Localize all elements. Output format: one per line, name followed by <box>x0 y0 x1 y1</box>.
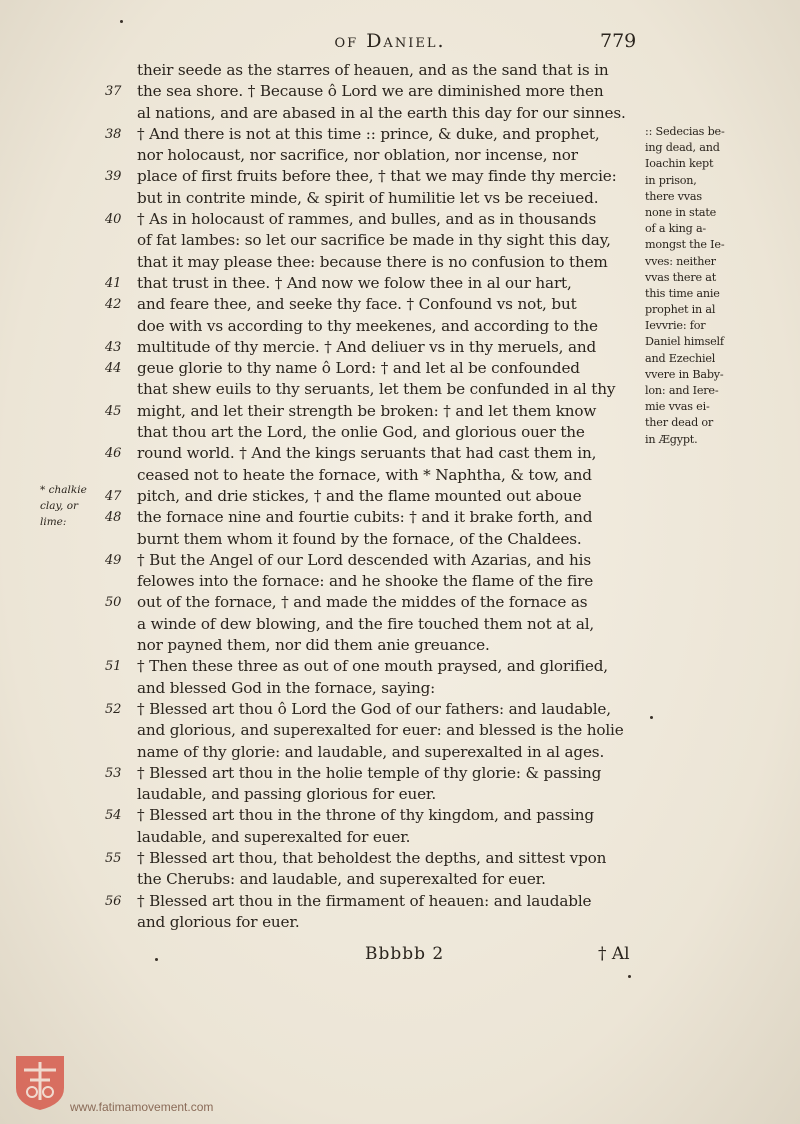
margin-note-line: :: Sedecias be- <box>645 125 725 138</box>
speck <box>155 958 158 961</box>
watermark-url: www.fatimamovement.com <box>70 1100 214 1114</box>
text-line <box>105 316 645 337</box>
line-text: † Blessed art thou ô Lord the God of our fathers: and laudable, <box>137 699 611 718</box>
line-text: nor payned them, nor did them anie greuance. <box>137 636 490 655</box>
margin-note-line: vvas there at <box>645 270 717 284</box>
line-text: that shew euils to thy seruants, let them be confunded in al thy <box>137 380 616 399</box>
line-text: † But the Angel of our Lord descended with Azarias, and his <box>137 550 592 569</box>
verse-number: 39 <box>105 169 122 185</box>
verse-number: 37 <box>105 84 122 100</box>
text-line <box>105 742 645 763</box>
line-text: the fornace nine and fourtie cubits: † and it brake forth, and <box>137 508 593 527</box>
text-line <box>105 103 645 124</box>
verse-number: 44 <box>105 361 122 377</box>
verse-number: 48 <box>105 510 122 526</box>
line-text: ceased not to heate the fornace, with * Naphtha, & tow, and <box>137 465 592 484</box>
verse-number: 38 <box>105 126 122 142</box>
text-line <box>105 252 645 273</box>
text-line <box>105 60 645 81</box>
margin-note-line: Ievvrie: for <box>645 319 706 333</box>
text-line <box>105 209 645 230</box>
text-line <box>105 635 645 656</box>
line-text: burnt them whom it found by the fornace, of the Chaldees. <box>137 529 582 548</box>
margin-note-line: mongst the Ie- <box>645 238 725 252</box>
margin-note-line: and Ezechiel <box>645 351 716 365</box>
right-margin-note <box>645 124 795 448</box>
margin-note-line: vvere in Baby- <box>645 367 724 381</box>
line-text: felowes into the fornace: and he shooke the flame of the fire <box>137 572 594 591</box>
text-line <box>105 678 645 699</box>
margin-note-line: lime: <box>40 516 67 528</box>
margin-note-line: prophet in al <box>645 303 716 317</box>
line-text: place of first fruits before thee, † that we may finde thy mercie: <box>137 167 617 186</box>
text-line <box>105 465 645 486</box>
margin-note-line: mie vvas ei- <box>645 400 710 414</box>
text-line <box>105 891 645 912</box>
verse-number: 43 <box>105 339 122 355</box>
line-text: † Blessed art thou in the firmament of heauen: and laudable <box>137 891 592 910</box>
verse-number: 45 <box>105 403 122 419</box>
text-line <box>105 912 645 933</box>
verse-number: 46 <box>105 446 122 462</box>
text-line <box>105 592 645 613</box>
margin-note-line: this time anie <box>645 286 720 300</box>
text-line <box>105 358 645 379</box>
line-text: a winde of dew blowing, and the fire touched them not at al, <box>137 614 595 633</box>
verse-number: 40 <box>105 212 122 228</box>
text-line <box>105 784 645 805</box>
line-text: and blessed God in the fornace, saying: <box>137 678 436 697</box>
text-line <box>105 166 645 187</box>
text-line <box>105 379 645 400</box>
line-text: nor holocaust, nor sacrifice, nor oblation, nor incense, nor <box>137 146 578 165</box>
text-line <box>105 273 645 294</box>
margin-note-line: lon: and Iere- <box>645 384 719 397</box>
signature-mark: Bbbbb 2 <box>365 944 445 964</box>
text-line <box>105 869 645 890</box>
line-text: that thou art the Lord, the onlie God, and glorious ouer the <box>137 423 585 442</box>
text-line <box>105 529 645 550</box>
margin-note-line: in prison, <box>645 173 697 187</box>
text-line <box>105 145 645 166</box>
speck <box>650 716 653 719</box>
text-line <box>105 230 645 251</box>
line-text: but in contrite minde, & spirit of humilitie let vs be receiued. <box>137 188 599 207</box>
verse-number: 55 <box>105 850 122 866</box>
margin-note-line: Ioachin kept <box>645 157 714 171</box>
text-line <box>105 294 645 315</box>
line-text: round world. † And the kings seruants that had cast them in, <box>137 444 597 463</box>
line-text: the Cherubs: and laudable, and superexalted for euer. <box>137 870 546 889</box>
line-text: name of thy glorie: and laudable, and superexalted in al ages. <box>137 742 605 761</box>
text-line <box>105 848 645 869</box>
line-text: might, and let their strength be broken: † and let them know <box>137 401 597 420</box>
main-text-column <box>105 60 645 933</box>
text-line <box>105 763 645 784</box>
text-line <box>105 337 645 358</box>
margin-note-line: ing dead, and <box>645 141 720 155</box>
margin-note-line: ther dead or <box>645 416 714 430</box>
verse-number: 41 <box>105 275 122 291</box>
verse-number: 50 <box>105 595 122 611</box>
margin-note-line: there vvas <box>645 189 702 203</box>
text-line <box>105 720 645 741</box>
line-text: the sea shore. † Because ô Lord we are diminished more then <box>137 82 604 101</box>
line-text: † Blessed art thou in the holie temple of thy glorie: & passing <box>137 763 602 782</box>
verse-number: 54 <box>105 808 122 824</box>
line-text: laudable, and passing glorious for euer. <box>137 785 437 804</box>
line-text: laudable, and superexalted for euer. <box>137 827 411 846</box>
line-text: and glorious, and superexalted for euer: and blessed is the holie <box>137 721 624 740</box>
verse-number: 47 <box>105 488 122 504</box>
text-line <box>105 805 645 826</box>
verse-number: 51 <box>105 659 122 675</box>
text-line <box>105 507 645 528</box>
line-text: multitude of thy mercie. † And deliuer vs in thy meruels, and <box>137 337 597 356</box>
text-line <box>105 443 645 464</box>
line-text: out of the fornace, † and made the middes of the fornace as <box>137 593 588 612</box>
text-line <box>105 81 645 102</box>
catchword: † Al <box>598 944 630 964</box>
line-text: geue glorie to thy name ô Lord: † and let al be confounded <box>137 359 580 378</box>
line-text: doe with vs according to thy meekenes, and according to the <box>137 316 598 335</box>
text-line <box>105 401 645 422</box>
line-text: † Blessed art thou in the throne of thy kingdom, and passing <box>137 806 594 825</box>
margin-note-line: Daniel himself <box>645 335 724 349</box>
text-line <box>105 656 645 677</box>
margin-note-line: vves: neither <box>645 254 716 268</box>
line-text: that trust in thee. † And now we folow thee in al our hart, <box>137 273 572 292</box>
line-text: † And there is not at this time :: prince, & duke, and prophet, <box>137 124 600 143</box>
text-line <box>105 614 645 635</box>
text-line <box>105 699 645 720</box>
left-margin-note <box>40 482 100 530</box>
text-line <box>105 124 645 145</box>
margin-note-line: in Ægypt. <box>645 432 698 446</box>
line-text: of fat lambes: so let our sacrifice be made in thy sight this day, <box>137 231 611 250</box>
line-text: † Then these three as out of one mouth praysed, and glorified, <box>137 657 608 676</box>
margin-note-line: * chalkie <box>40 484 87 496</box>
verse-number: 56 <box>105 893 122 909</box>
margin-note-line: none in state <box>645 205 717 219</box>
running-title: of Daniel. <box>334 30 446 52</box>
page-number: 779 <box>600 30 637 52</box>
line-text: and feare thee, and seeke thy face. † Confound vs not, but <box>137 295 577 314</box>
verse-number: 49 <box>105 552 122 568</box>
line-text: pitch, and drie stickes, † and the flame mounted out aboue <box>137 486 582 505</box>
text-line <box>105 550 645 571</box>
text-line <box>105 422 645 443</box>
text-line <box>105 571 645 592</box>
text-line <box>105 188 645 209</box>
line-text: † Blessed art thou, that beholdest the depths, and sittest vpon <box>137 848 607 867</box>
verse-number: 42 <box>105 297 122 313</box>
text-line <box>105 827 645 848</box>
speck <box>628 975 631 978</box>
margin-note-line: of a king a- <box>645 222 706 236</box>
line-text: their seede as the starres of heauen, and as the sand that is in <box>137 61 609 79</box>
text-line <box>105 486 645 507</box>
line-text: al nations, and are abased in al the earth this day for our sinnes. <box>137 103 626 122</box>
fatima-movement-logo-icon <box>12 1054 68 1112</box>
speck <box>120 20 123 23</box>
margin-note-line: clay, or <box>40 500 79 512</box>
verse-number: 53 <box>105 765 122 781</box>
verse-number: 52 <box>105 701 122 717</box>
line-text: that it may please thee: because there is no confusion to them <box>137 252 608 271</box>
line-text: and glorious for euer. <box>137 912 300 931</box>
line-text: † As in holocaust of rammes, and bulles, and as in thousands <box>137 210 597 229</box>
